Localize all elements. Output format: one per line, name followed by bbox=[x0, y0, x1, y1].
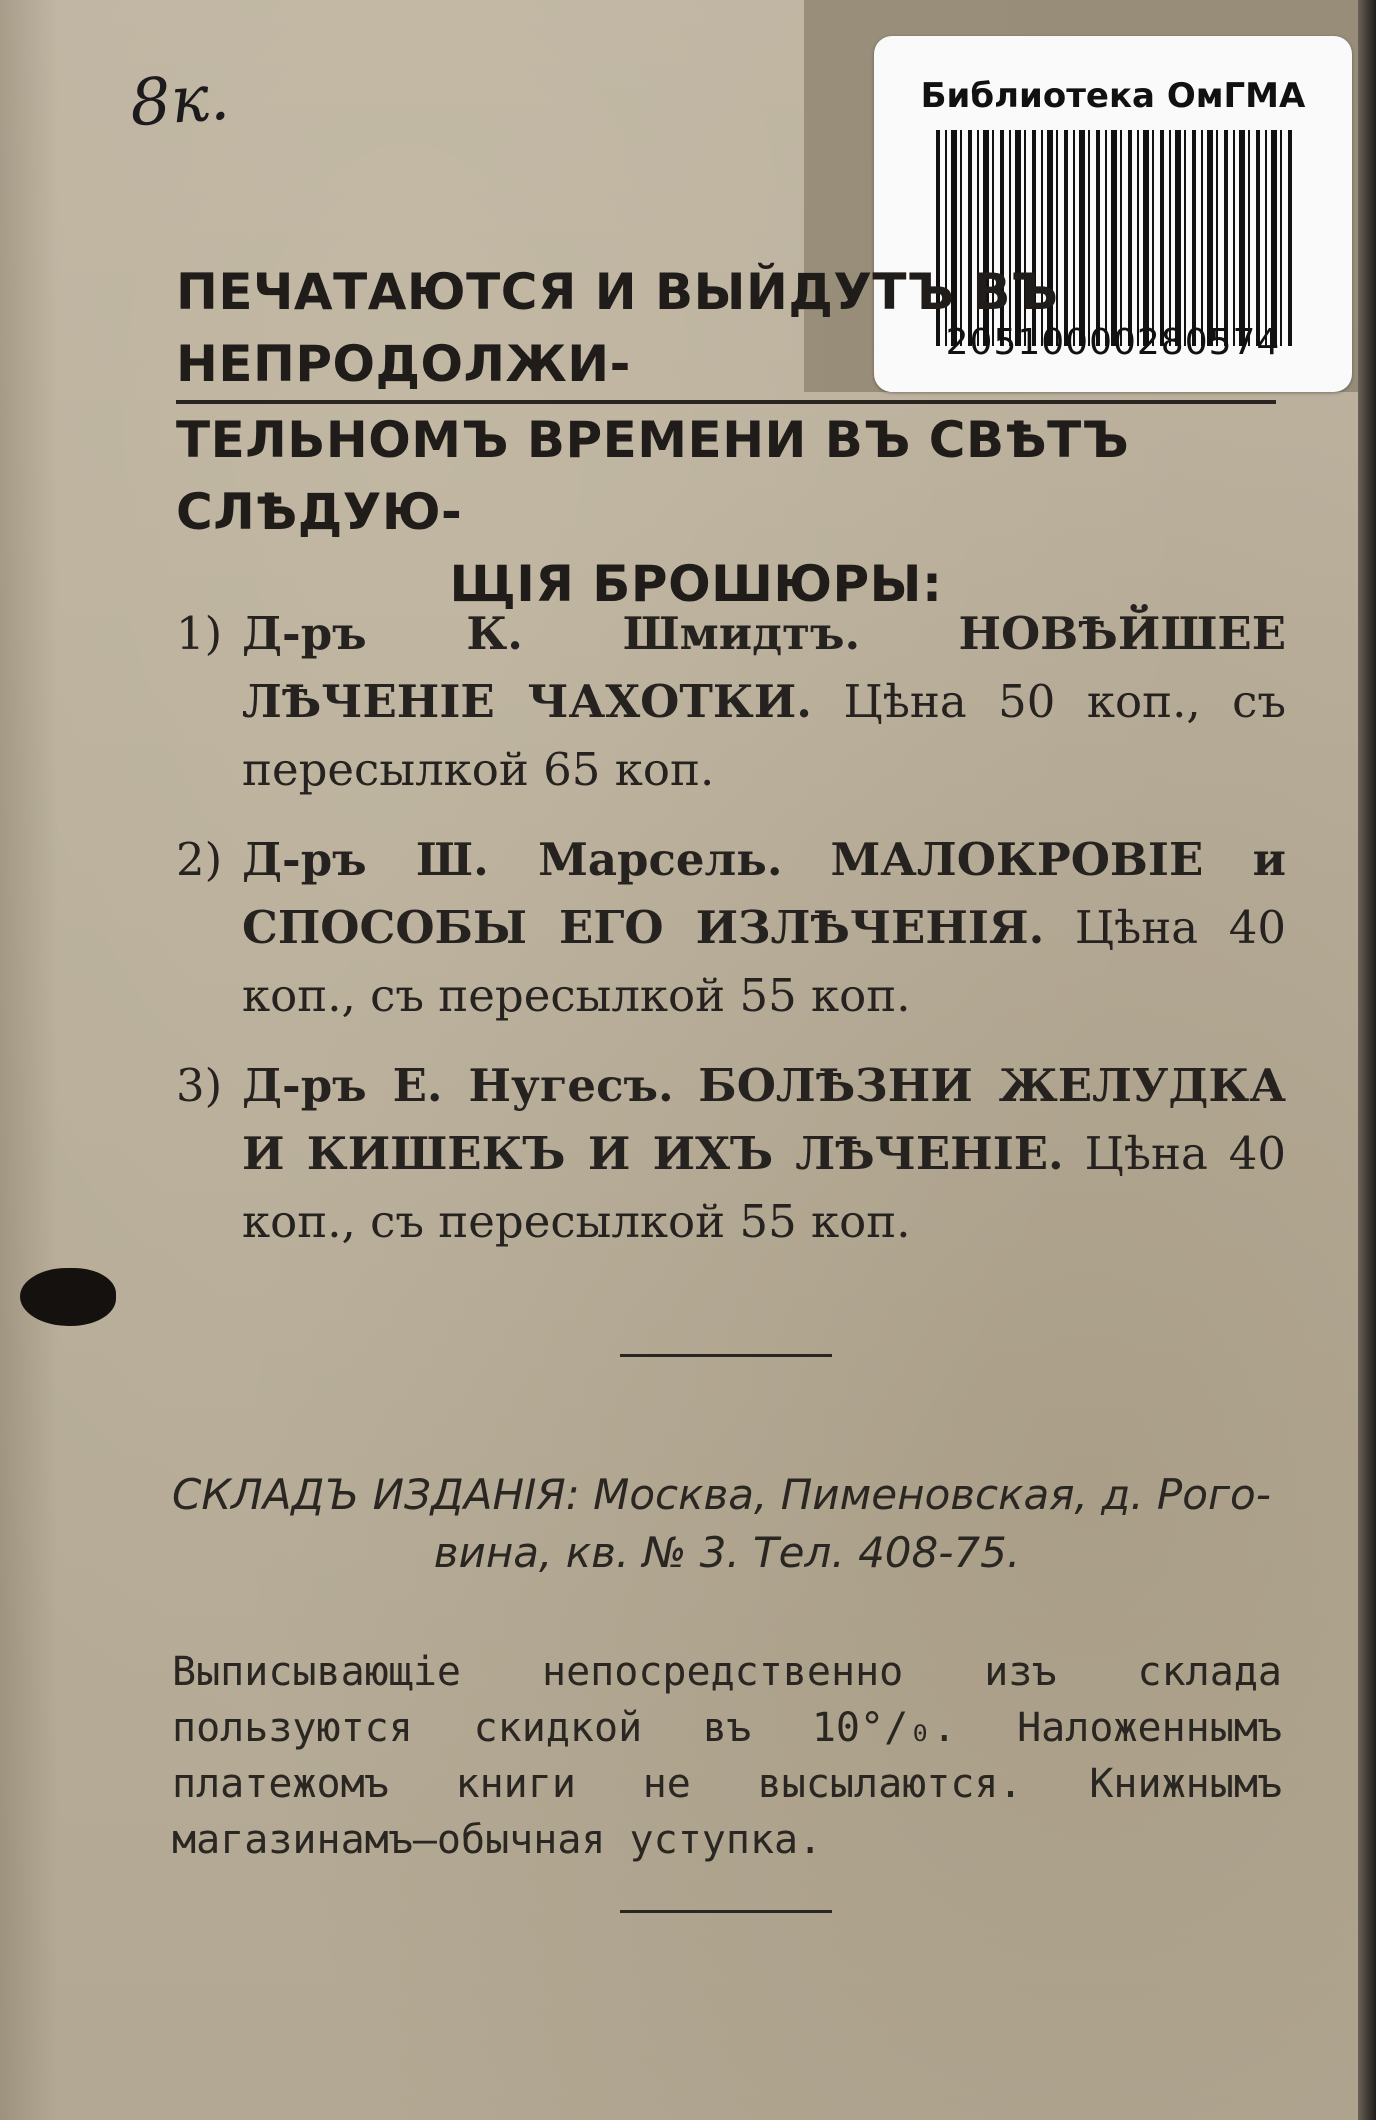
list-item bbox=[176, 826, 1286, 1030]
library-title: Библиотека ОмГМА bbox=[920, 76, 1306, 116]
announcement-heading bbox=[176, 256, 1276, 620]
item-price: Цѣна 40 коп., съ пересылкой 55 коп. bbox=[242, 1127, 1286, 1248]
divider bbox=[620, 1910, 832, 1913]
store-address bbox=[172, 1466, 1282, 1582]
item-price: Цѣна 50 коп., съ пересылкой 65 коп. bbox=[242, 675, 1286, 796]
item-author: Д-ръ К. Шмидтъ. bbox=[242, 607, 861, 660]
page-fold-shadow bbox=[0, 0, 58, 2120]
page-edge bbox=[1358, 0, 1376, 2120]
list-item bbox=[176, 1052, 1286, 1256]
item-price: Цѣна 40 коп., съ пересылкой 55 коп. bbox=[242, 901, 1286, 1022]
ordering-note: Выписывающіе непосредственно изъ склада пользуются скидкой въ 10°/₀. Наложеннымъ платежомъ книги не высылаются. Книжнымъ магазинамъ—обычная уступка. bbox=[172, 1649, 1282, 1863]
item-author: Д-ръ Е. Нугесъ. bbox=[242, 1059, 674, 1112]
brochure-list bbox=[176, 600, 1286, 1278]
barcode-number: 20510000280574 bbox=[945, 322, 1281, 363]
store-line-1: СКЛАДЪ ИЗДАНІЯ: Москва, Пименовская, д. Рого- bbox=[172, 1470, 1271, 1519]
store-line-2: вина, кв. № 3. Тел. 408-75. bbox=[433, 1528, 1021, 1577]
item-title: БОЛѢЗНИ ЖЕЛУДКА И КИШЕКЪ И ИХЪ ЛѢЧЕНІЕ. bbox=[242, 1059, 1286, 1180]
item-number: 3) bbox=[176, 1059, 223, 1112]
handwritten-mark: 8к. bbox=[127, 60, 232, 142]
item-number: 2) bbox=[176, 833, 223, 886]
divider bbox=[620, 1354, 832, 1357]
item-author: Д-ръ Ш. Марсель. bbox=[242, 833, 783, 886]
list-item bbox=[176, 600, 1286, 804]
heading-line-2: ТЕЛЬНОМЪ ВРЕМЕНИ ВЪ СВѢТЪ СЛѢДУЮ- bbox=[176, 411, 1130, 541]
heading-line-3: ЩІЯ БРОШЮРЫ: bbox=[449, 555, 943, 613]
heading-line-1: ПЕЧАТАЮТСЯ И ВЫЙДУТЪ ВЪ НЕПРОДОЛЖИ- bbox=[176, 256, 1276, 404]
item-number: 1) bbox=[176, 607, 223, 660]
item-title: МАЛОКРОВІЕ и СПОСОБЫ ЕГО ИЗЛѢЧЕНІЯ. bbox=[242, 833, 1286, 954]
ink-blot-icon bbox=[20, 1268, 116, 1326]
item-title: НОВѢЙШЕЕ ЛѢЧЕНІЕ ЧАХОТКИ. bbox=[242, 607, 1286, 728]
